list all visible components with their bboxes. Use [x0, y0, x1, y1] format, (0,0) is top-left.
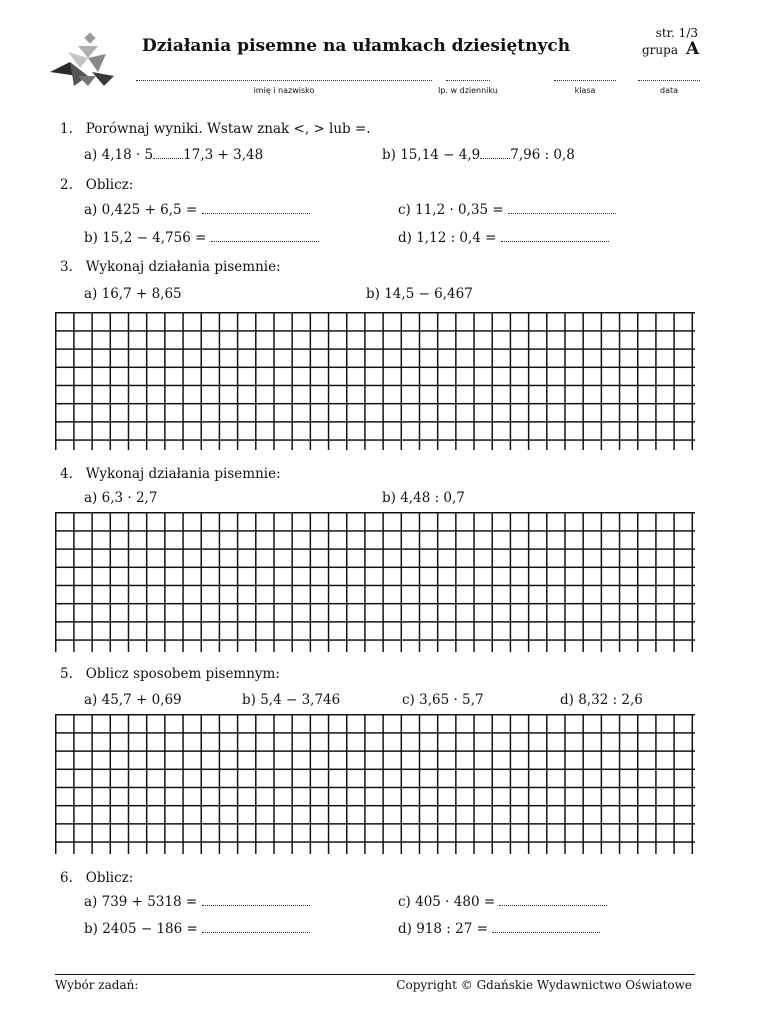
task-3b: b) 14,5 − 6,467: [366, 286, 473, 302]
task-2b: b) 15,2 − 4,756 =: [84, 229, 319, 246]
footer-task-selection: Wybór zadań:: [55, 978, 139, 992]
task-5-work-grid[interactable]: [55, 714, 695, 854]
worksheet-title: Działania pisemne na ułamkach dziesiętnych: [142, 36, 571, 56]
task-6b-answer[interactable]: [202, 920, 310, 933]
task-6a: a) 739 + 5318 =: [84, 893, 310, 910]
task-6a-answer[interactable]: [202, 893, 310, 906]
task-1-instruction: 1. Porównaj wyniki. Wstaw znak <, > lub =.: [60, 121, 371, 137]
date-fill-line[interactable]: [638, 80, 700, 81]
task-3-work-grid[interactable]: [55, 312, 695, 450]
task-1b: b) 15,14 − 4,9 7,96 : 0,8: [382, 147, 575, 163]
task-3-instruction: 3. Wykonaj działania pisemnie:: [60, 259, 281, 275]
task-6b: b) 2405 − 186 =: [84, 920, 310, 937]
task-5a: a) 45,7 + 0,69: [84, 692, 182, 708]
task-5-instruction: 5. Oblicz sposobem pisemnym:: [60, 666, 280, 682]
task-5d: d) 8,32 : 2,6: [560, 692, 643, 708]
task-2c-answer[interactable]: [508, 201, 616, 214]
task-6-instruction: 6. Oblicz:: [60, 870, 134, 886]
task-1b-answer[interactable]: [480, 146, 510, 159]
task-6c: c) 405 · 480 =: [398, 893, 607, 910]
class-caption: klasa: [574, 86, 596, 95]
task-2a: a) 0,425 + 6,5 =: [84, 201, 310, 218]
footer-rule: [55, 974, 695, 975]
task-3a: a) 16,7 + 8,65: [84, 286, 182, 302]
task-6d: d) 918 : 27 =: [398, 920, 600, 937]
register-caption: lp. w dzienniku: [438, 86, 498, 95]
page-number: str. 1/3: [655, 26, 698, 40]
class-fill-line[interactable]: [554, 80, 616, 81]
name-fill-line[interactable]: [136, 80, 432, 81]
task-2a-answer[interactable]: [202, 201, 310, 214]
task-2d: d) 1,12 : 0,4 =: [398, 229, 609, 246]
name-caption: imię i nazwisko: [253, 86, 315, 95]
register-fill-line[interactable]: [446, 80, 490, 81]
task-4-work-grid[interactable]: [55, 512, 695, 652]
footer-copyright: Copyright © Gdańskie Wydawnictwo Oświatowe: [396, 978, 692, 992]
task-6d-answer[interactable]: [492, 920, 600, 933]
task-5b: b) 5,4 − 3,746: [242, 692, 341, 708]
task-2b-answer[interactable]: [211, 229, 319, 242]
task-2c: c) 11,2 · 0,35 =: [398, 201, 616, 218]
task-4b: b) 4,48 : 0,7: [382, 490, 465, 506]
task-1a-answer[interactable]: [153, 146, 183, 159]
task-4-instruction: 4. Wykonaj działania pisemnie:: [60, 466, 281, 482]
task-4a: a) 6,3 · 2,7: [84, 490, 158, 506]
task-2-instruction: 2. Oblicz:: [60, 177, 134, 193]
group-label: grupa: [642, 43, 678, 57]
task-2d-answer[interactable]: [501, 229, 609, 242]
task-6c-answer[interactable]: [499, 893, 607, 906]
date-caption: data: [659, 86, 679, 95]
group-value: A: [686, 39, 700, 59]
publisher-logo: [48, 32, 120, 88]
task-5c: c) 3,65 · 5,7: [402, 692, 484, 708]
task-1a: a) 4,18 · 5 17,3 + 3,48: [84, 147, 264, 163]
